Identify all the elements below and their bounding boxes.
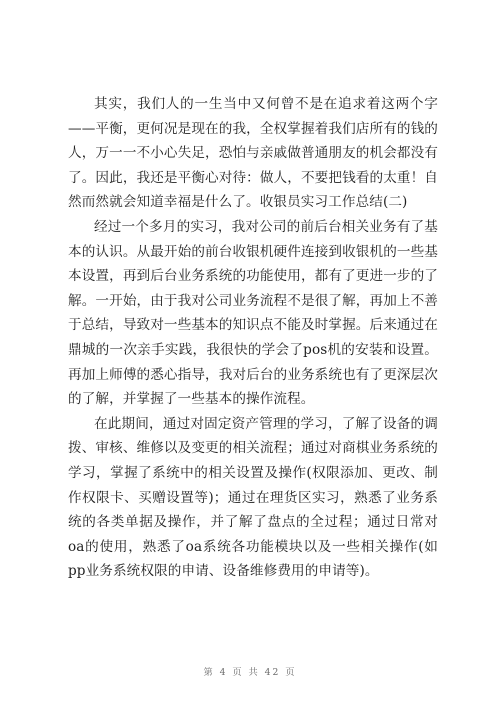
paragraph-2: 经过一个多月的实习，我对公司的前后台相关业务有了基本的认识。从最开始的前台收银机硬件连接到收银机的一些基本设置，再到后台业务系统的功能使用，都有了更进一步的了解。一开始，由于我对公司业务流程不是很了解，再加上不善于总结，导致对一些基本的知识点不能及时掌握。后来通过在鼎城的一次亲手实践，我很快的学会了pos机的安装和设置。再加上师傅的悉心指导，我对后台的业务系统也有了更深层次的了解，并掌握了一些基本的操作流程。: [68, 218, 438, 408]
page-number-footer: 第 4 页 共 42 页: [203, 667, 297, 678]
paragraph-3: 在此期间，通过对固定资产管理的学习，了解了设备的调拨、审核、维修以及变更的相关流程；通过对商棋业务系统的学习，掌握了系统中的相关设置及操作(权限添加、更改、制作权限卡、买赠设置等)；通过在理货区实习，熟悉了业务系统的各类单据及操作，并了解了盘点的全过程；通过日常对oa的使用，熟悉了oa系统各功能模块以及一些相关操作(如pp业务系统权限的申请、设备维修费用的申请等)。: [68, 415, 438, 580]
page-body: [68, 92, 438, 584]
paragraph-1: 其实，我们人的一生当中又何曾不是在追求着这两个字——平衡，更何况是现在的我，全权掌握着我们店所有的钱的人，万一一不小心失足，恐怕与亲戚做普通朋友的机会都没有了。因此，我还是平衡心对待：做人，不要把钱看的太重！自然而然就会知道幸福是什么了。收银员实习工作总结(二): [68, 96, 438, 211]
